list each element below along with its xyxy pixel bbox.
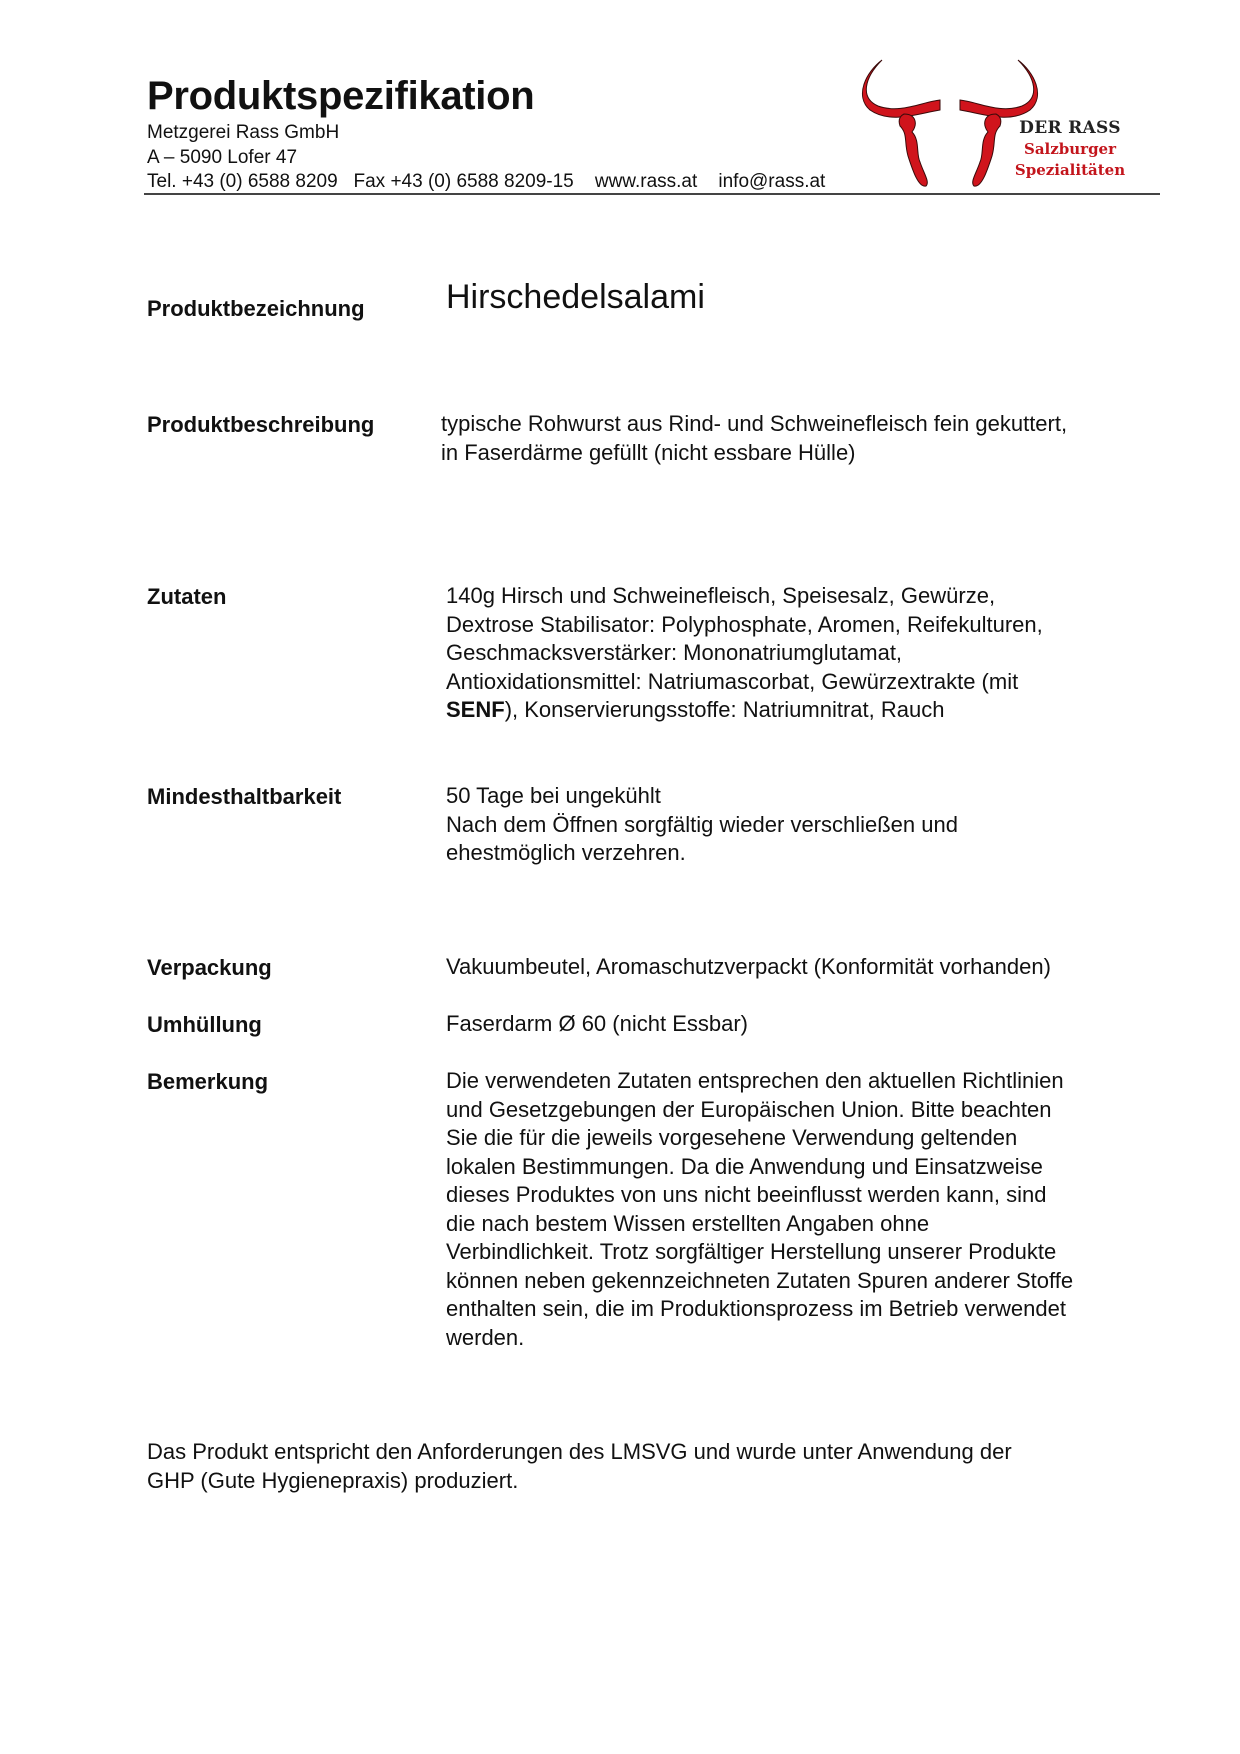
text-line: können neben gekennzeichneten Zutaten Spuren anderer Stoffe	[446, 1267, 1074, 1293]
value-verpackung: Vakuumbeutel, Aromaschutzverpackt (Konformität vorhanden)	[446, 954, 1051, 979]
logo-brand: DER RASS	[1019, 118, 1121, 138]
text-line: enthalten sein, die im Produktionsprozess im Betrieb verwendet	[446, 1296, 1066, 1321]
value-zutaten	[446, 582, 1166, 725]
value-bemerkung	[446, 1067, 1166, 1352]
text-rest: ), Konservierungsstoffe: Natriumnitrat, Rauch	[504, 697, 945, 722]
text-line: die nach bestem Wissen erstellten Angaben ohne	[446, 1210, 930, 1236]
text-line: lokalen Bestimmungen. Da die Anwendung und Einsatzweise	[446, 1153, 1043, 1179]
text-line: GHP (Gute Hygienepraxis) produziert.	[147, 1468, 519, 1493]
compliance-statement	[147, 1437, 1167, 1495]
logo-tagline-2: Spezialitäten	[1014, 161, 1126, 179]
text-line: Sie die für die jeweils vorgesehene Verwendung geltenden	[446, 1125, 1018, 1150]
text-line: in Faserdärme gefüllt (nicht essbare Hülle)	[441, 439, 856, 465]
value-produktbeschreibung	[441, 410, 1161, 467]
label-verpackung: Verpackung	[147, 955, 272, 980]
value-mindesthaltbarkeit	[446, 782, 1166, 868]
text-line: Dextrose Stabilisator: Polyphosphate, Aromen, Reifekulturen,	[446, 611, 1043, 637]
text-line	[446, 696, 1166, 725]
logo-tagline-1: Salzburger	[1024, 140, 1116, 158]
text-line: Die verwendeten Zutaten entsprechen den aktuellen Richtlinien	[446, 1068, 1064, 1093]
text-line: Antioxidationsmittel: Natriumascorbat, Gewürzextrakte (mit	[446, 668, 1019, 694]
text-line: typische Rohwurst aus Rind- und Schweinefleisch fein gekuttert,	[441, 411, 1068, 436]
text-line: 140g Hirsch und Schweinefleisch, Speisesalz, Gewürze,	[446, 583, 996, 608]
label-produktbezeichnung: Produktbezeichnung	[147, 296, 365, 321]
logo-text	[1000, 118, 1140, 181]
text-line: und Gesetzgebungen der Europäischen Union. Bitte beachten	[446, 1096, 1052, 1122]
text-line: dieses Produktes von uns nicht beeinflusst werden kann, sind	[446, 1182, 1047, 1207]
company-name: Metzgerei Rass GmbH	[147, 122, 340, 143]
text-line: Verbindlichkeit. Trotz sorgfältiger Herstellung unserer Produkte	[446, 1239, 1057, 1264]
label-umhuellung: Umhüllung	[147, 1012, 262, 1037]
label-mindesthaltbarkeit: Mindesthaltbarkeit	[147, 784, 342, 809]
text-line: 50 Tage bei ungekühlt	[446, 783, 661, 808]
contact-line: Tel. +43 (0) 6588 8209 Fax +43 (0) 6588 8209-15 www.rass.at info@rass.at	[147, 171, 826, 192]
allergen-senf: SENF	[446, 697, 505, 722]
text-line: Das Produkt entspricht den Anforderungen des LMSVG und wurde unter Anwendung der	[147, 1439, 1012, 1464]
label-zutaten: Zutaten	[147, 584, 227, 609]
value-umhuellung: Faserdarm Ø 60 (nicht Essbar)	[446, 1011, 748, 1036]
text-line: Nach dem Öffnen sorgfältig wieder verschließen und	[446, 811, 958, 837]
label-bemerkung: Bemerkung	[147, 1069, 269, 1094]
company-address: A – 5090 Lofer 47	[147, 147, 298, 168]
text-line: ehestmöglich verzehren.	[446, 840, 686, 865]
value-produktbezeichnung: Hirschedelsalami	[446, 278, 705, 316]
header-divider	[144, 193, 1160, 195]
page-title: Produktspezifikation	[147, 74, 535, 118]
label-produktbeschreibung: Produktbeschreibung	[147, 412, 375, 437]
text-line: Geschmacksverstärker: Mononatriumglutamat,	[446, 640, 903, 665]
text-line: werden.	[446, 1324, 525, 1350]
